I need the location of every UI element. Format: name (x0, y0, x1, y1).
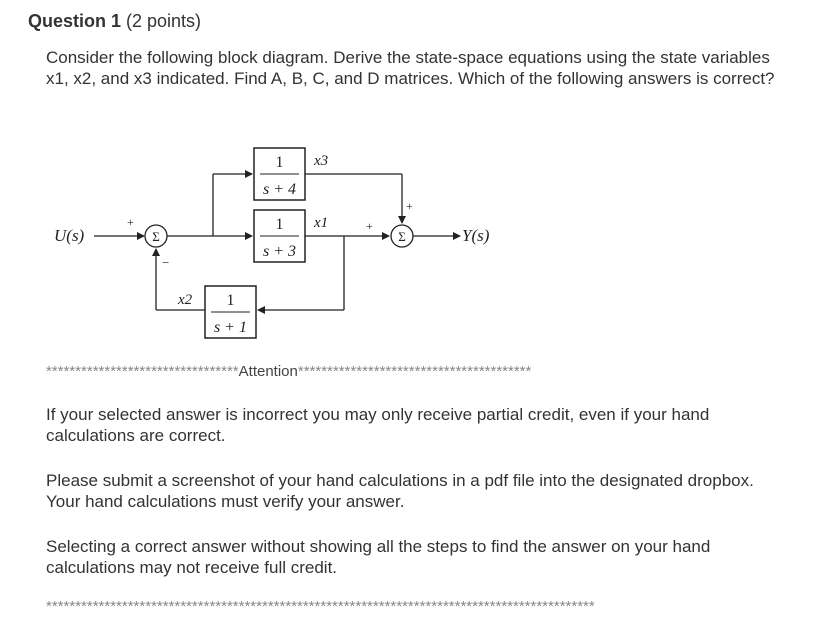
note-show-steps: Selecting a correct answer without showing all the steps to find the answer on your hand calculations may not receive full credit. (46, 537, 711, 577)
question-prompt: Consider the following block diagram. Derive the state-space equations using the state variables x1, x2, and x3 indicated. Find A, B, C, and D matrices. Which of the following answers is correct? (46, 48, 775, 88)
block-bottom-num: 1 (226, 292, 235, 309)
sum-1-plus: + (127, 215, 134, 229)
summing-junction-2 (391, 225, 413, 247)
question-points: (2 points) (121, 11, 202, 31)
state-x1-label: x1 (314, 215, 329, 231)
block-diagram (40, 140, 540, 345)
sum-2-symbol: Σ (398, 229, 406, 244)
input-label: U(s) (54, 226, 85, 245)
attention-left-stars: ********************************* (46, 363, 239, 380)
block-bottom-den: s + 1 (213, 319, 248, 336)
footer-divider: ********************************************************************************************** (46, 598, 595, 615)
block-top-transfer (254, 148, 305, 200)
block-bottom-transfer (205, 286, 256, 338)
summing-junction-1 (145, 225, 167, 247)
question-header (28, 10, 201, 32)
sum-2-plus-top: + (406, 199, 413, 213)
attention-divider (46, 362, 531, 382)
note-submit-screenshot: Please submit a screenshot of your hand calculations in a pdf file into the designated dropbox. Your hand calculations must verify your answer. (46, 471, 754, 511)
block-mid-transfer (254, 210, 305, 262)
question-title: Question 1 (28, 11, 122, 31)
sum-1-symbol: Σ (152, 229, 160, 244)
block-top-den: s + 4 (262, 181, 297, 198)
state-x2-label: x2 (178, 292, 193, 308)
attention-right-stars: **************************************** (297, 363, 532, 380)
state-x3-label: x3 (314, 153, 329, 169)
sum-2-plus-left: + (366, 219, 373, 233)
sum-1-minus: − (162, 255, 170, 270)
note-partial-credit: If your selected answer is incorrect you may only receive partial credit, even if your hand calculations are correct. (46, 405, 710, 445)
block-top-num: 1 (275, 154, 284, 171)
block-mid-num: 1 (275, 216, 284, 233)
block-mid-den: s + 3 (262, 243, 297, 260)
output-label: Y(s) (462, 226, 490, 245)
attention-label: Attention (238, 363, 298, 380)
